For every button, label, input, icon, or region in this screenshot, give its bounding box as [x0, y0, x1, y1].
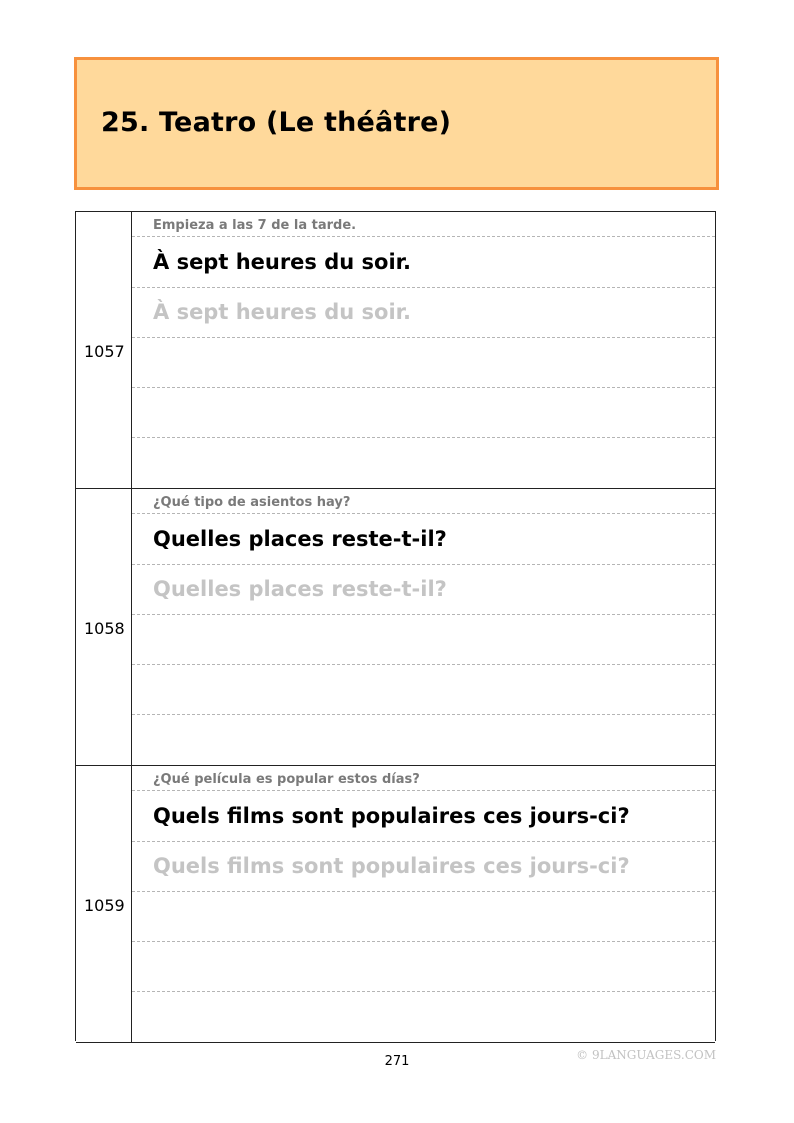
- entry-1058: [76, 489, 715, 766]
- page-number: 271: [384, 1054, 410, 1069]
- entry-number-column: [76, 766, 132, 1042]
- dotted-line: [132, 841, 715, 842]
- copyright-notice: © 9LANGUAGES.COM: [576, 1048, 716, 1062]
- spanish-hint: Empieza a las 7 de la tarde.: [153, 218, 357, 233]
- entry-number: 1058: [84, 619, 125, 638]
- writing-line: [132, 991, 715, 992]
- dotted-line: [132, 513, 715, 514]
- writing-line: [132, 437, 715, 438]
- entry-1057: [76, 212, 715, 489]
- writing-line: [132, 664, 715, 665]
- trace-phrase: Quels films sont populaires ces jours-ci?: [153, 854, 630, 878]
- french-phrase: Quelles places reste-t-il?: [153, 527, 447, 551]
- chapter-title: 25. Teatro (Le théâtre): [101, 107, 452, 138]
- spanish-hint: ¿Qué película es popular estos días?: [153, 772, 420, 787]
- spanish-hint: ¿Qué tipo de asientos hay?: [153, 495, 351, 510]
- entry-number-column: [76, 489, 132, 765]
- writing-line: [132, 337, 715, 338]
- entry-number: 1057: [84, 342, 125, 361]
- entry-number: 1059: [84, 896, 125, 915]
- practice-sheet: [75, 211, 716, 1041]
- dotted-line: [132, 236, 715, 237]
- writing-line: [132, 941, 715, 942]
- chapter-header: [74, 57, 719, 190]
- entry-1059: [76, 766, 715, 1043]
- writing-line: [132, 614, 715, 615]
- french-phrase: Quels films sont populaires ces jours-ci?: [153, 804, 630, 828]
- dotted-line: [132, 790, 715, 791]
- dotted-line: [132, 287, 715, 288]
- writing-line: [132, 891, 715, 892]
- french-phrase: À sept heures du soir.: [153, 250, 411, 274]
- trace-phrase: À sept heures du soir.: [153, 300, 411, 324]
- entry-number-column: [76, 212, 132, 488]
- writing-line: [132, 714, 715, 715]
- trace-phrase: Quelles places reste-t-il?: [153, 577, 447, 601]
- writing-line: [132, 387, 715, 388]
- dotted-line: [132, 564, 715, 565]
